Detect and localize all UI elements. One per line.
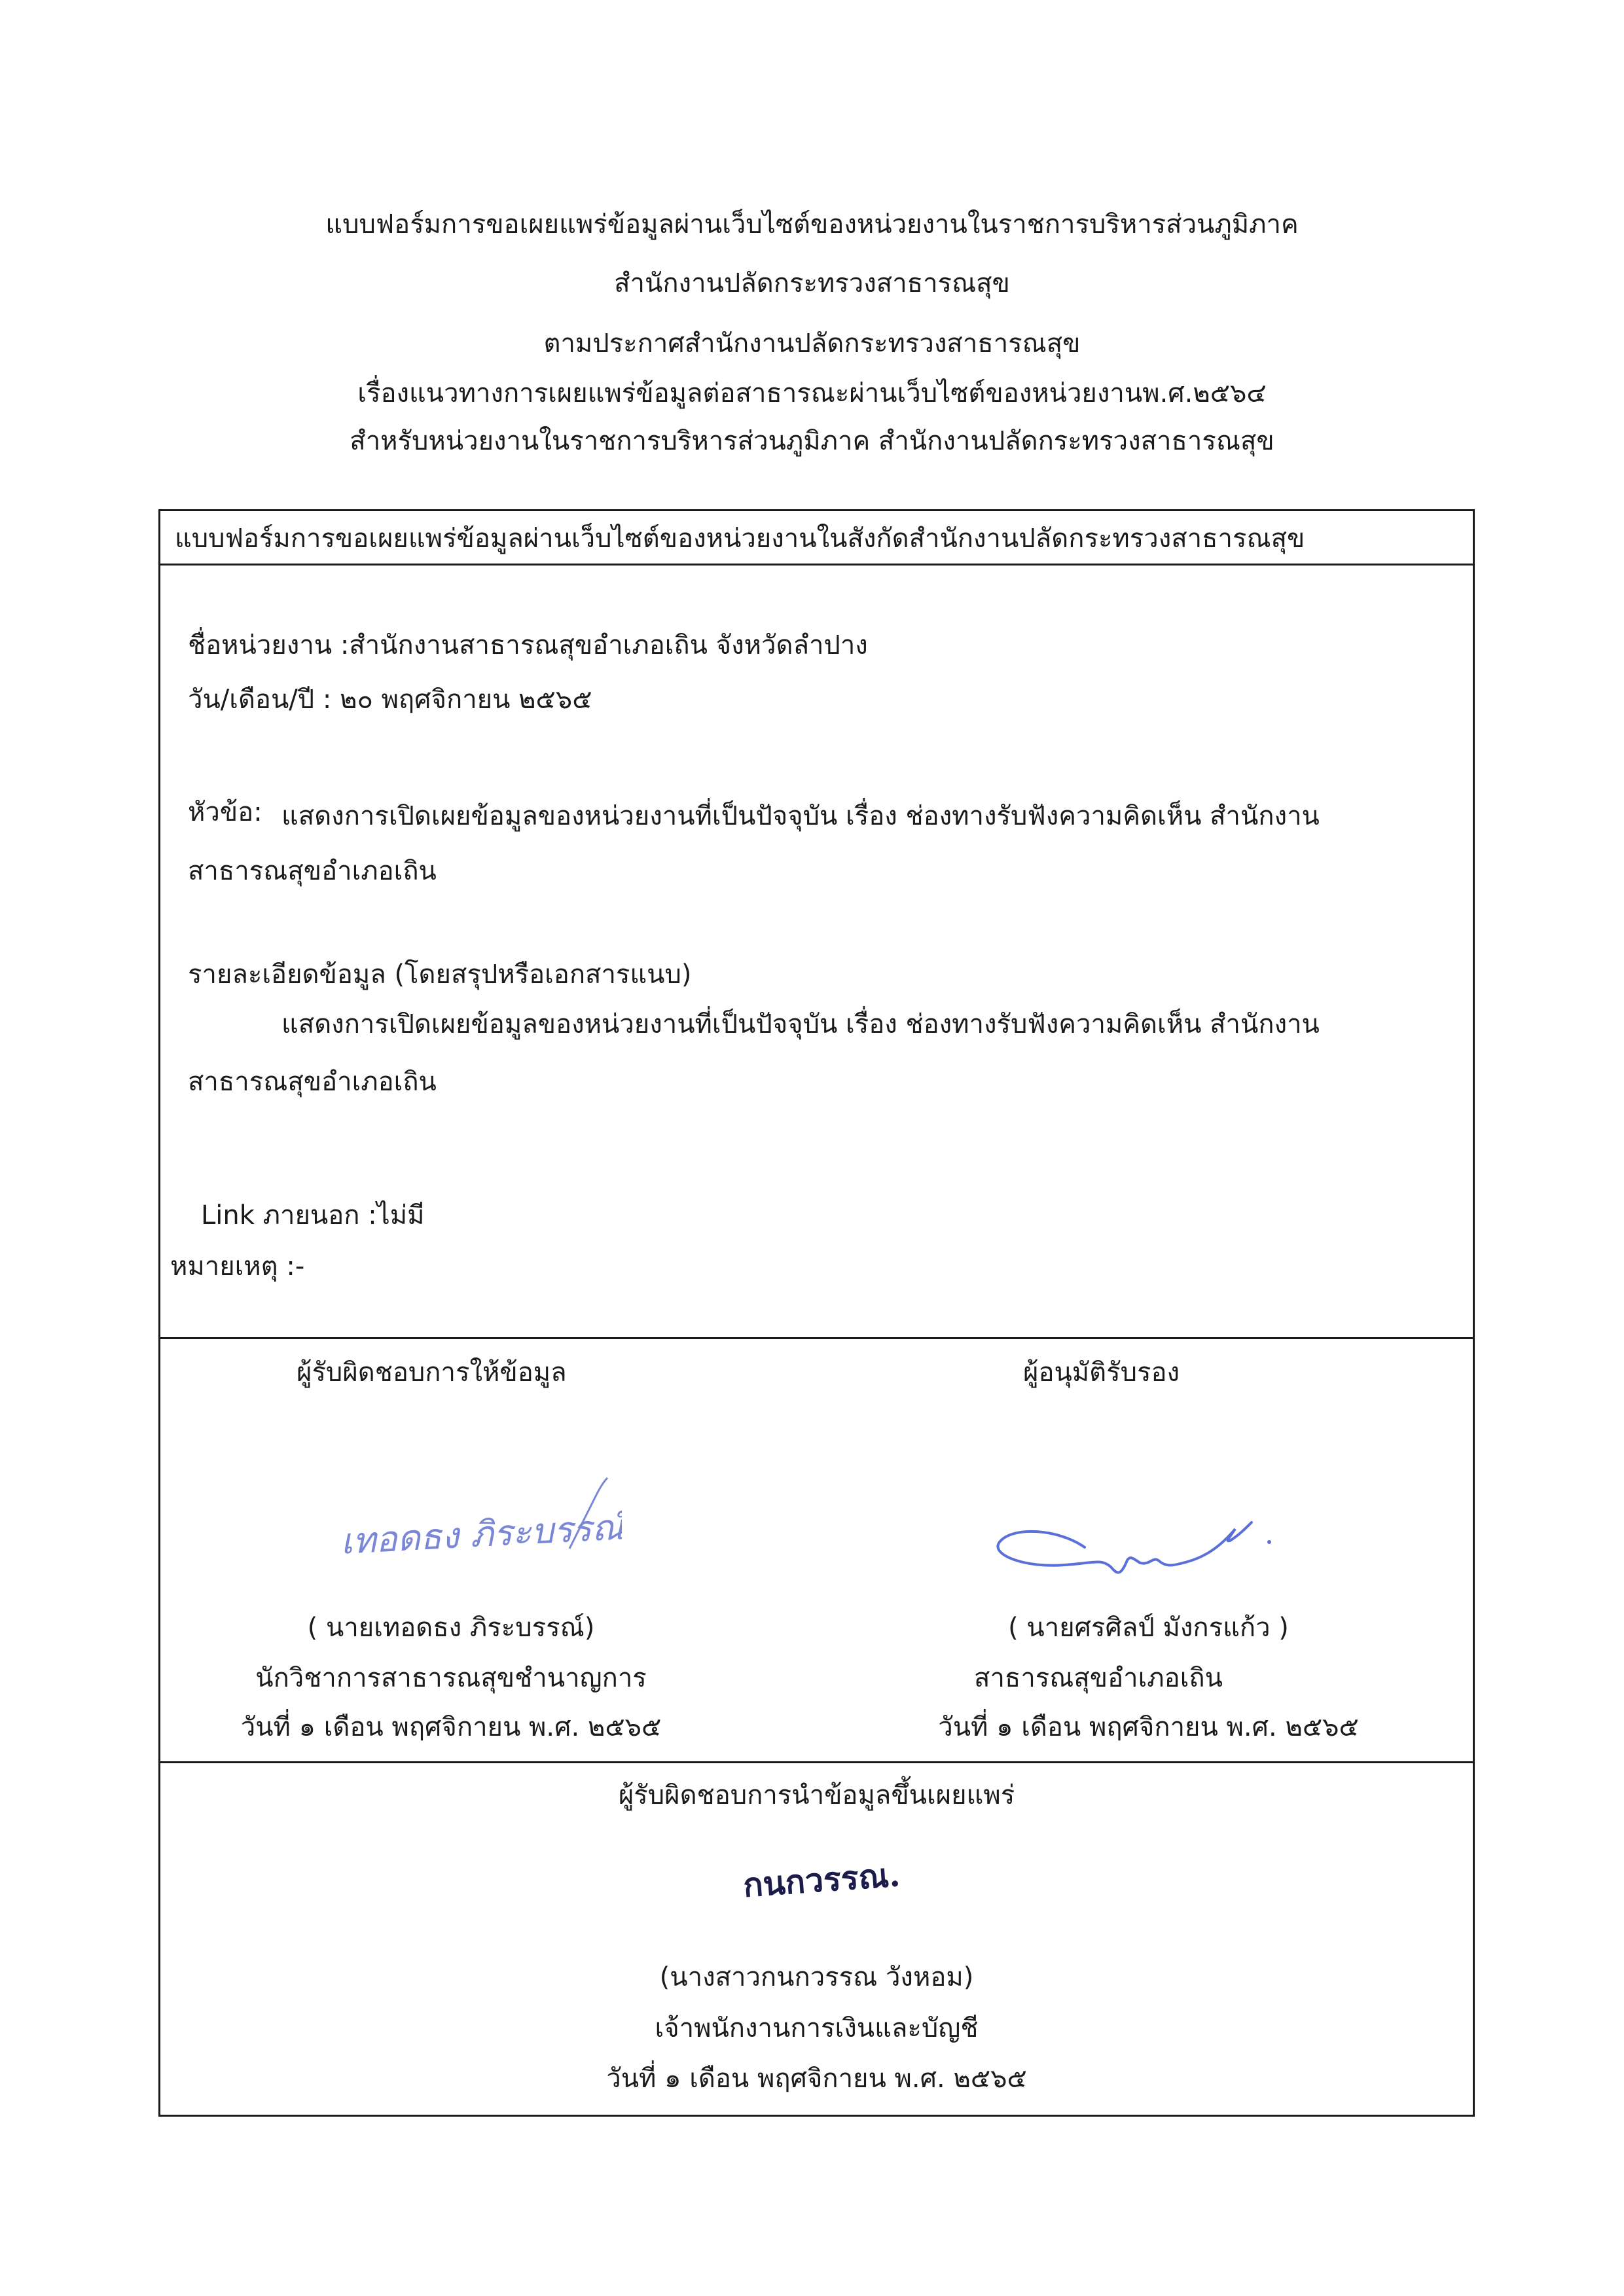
header-line-4: เรื่องแนวทางการเผยแพร่ข้อมูลต่อสาธารณะผ่านเว็บไซต์ของหน่วยงานพ.ศ.๒๕๖๔ bbox=[357, 378, 1267, 408]
details-line-2: สาธารณสุขอำเภอเถิน bbox=[188, 1067, 437, 1097]
form-title: แบบฟอร์มการขอเผยแพร่ข้อมูลผ่านเว็บไซต์ของหน่วยงานในสังกัดสำนักงานปลัดกระทรวงสาธารณสุข bbox=[175, 524, 1305, 554]
divider-signatures bbox=[160, 1337, 1473, 1339]
note-field: หมายเหตุ :- bbox=[170, 1251, 305, 1282]
svg-text:เทอดธง ภิระบรรณ์: เทอดธง ภิระบรรณ์ bbox=[339, 1506, 622, 1562]
date-field: วัน/เดือน/ปี : ๒๐ พฤศจิกายน ๒๕๖๕ bbox=[188, 685, 592, 715]
publisher-signature bbox=[730, 1840, 926, 1912]
approver-signature bbox=[986, 1503, 1301, 1588]
provider-name: ( นายเทอดธง ภิระบรรณ์) bbox=[307, 1613, 595, 1643]
publisher-date: วันที่ ๑ เดือน พฤศจิกายน พ.ศ. ๒๕๖๕ bbox=[606, 2064, 1027, 2094]
provider-position: นักวิชาการสาธารณสุขชำนาญการ bbox=[255, 1663, 647, 1693]
provider-heading: ผู้รับผิดชอบการให้ข้อมูล bbox=[297, 1357, 567, 1388]
provider-signature bbox=[334, 1470, 622, 1565]
svg-text:กนกวรรณ.: กนกวรรณ. bbox=[742, 1855, 902, 1905]
topic-line-2: สาธารณสุขอำเภอเถิน bbox=[188, 856, 437, 886]
details-label: รายละเอียดข้อมูล (โดยสรุปหรือเอกสารแนบ) bbox=[188, 960, 692, 990]
topic-label: หัวข้อ: bbox=[188, 797, 262, 827]
form-table bbox=[158, 509, 1475, 2117]
approver-heading: ผู้อนุมัติรับรอง bbox=[1023, 1357, 1180, 1388]
publisher-name: (นางสาวกนกวรรณ วังหอม) bbox=[659, 1962, 974, 1992]
publisher-position: เจ้าพนักงานการเงินและบัญชี bbox=[655, 2013, 979, 2043]
publisher-heading: ผู้รับผิดชอบการนำข้อมูลขึ้นเผยแพร่ bbox=[618, 1780, 1015, 1810]
header-line-5: สำหรับหน่วยงานในราชการบริหารส่วนภูมิภาค สำนักงานปลัดกระทรวงสาธารณสุข bbox=[350, 426, 1274, 456]
divider-title bbox=[160, 564, 1473, 565]
approver-position: สาธารณสุขอำเภอเถิน bbox=[974, 1663, 1223, 1693]
provider-date: วันที่ ๑ เดือน พฤศจิกายน พ.ศ. ๒๕๖๕ bbox=[240, 1712, 662, 1742]
header-line-2: สำนักงานปลัดกระทรวงสาธารณสุข bbox=[614, 268, 1010, 298]
details-line-1: แสดงการเปิดเผยข้อมูลของหน่วยงานที่เป็นปัจจุบัน เรื่อง ช่องทางรับฟังความคิดเห็น สำนักงาน bbox=[281, 1009, 1320, 1039]
header-line-1: แบบฟอร์มการขอเผยแพร่ข้อมูลผ่านเว็บไซต์ของหน่วยงานในราชการบริหารส่วนภูมิภาค bbox=[325, 209, 1299, 240]
agency-field: ชื่อหน่วยงาน :สำนักงานสาธารณสุขอำเภอเถิน จังหวัดลำปาง bbox=[188, 630, 868, 660]
approver-name: ( นายศรศิลป์ มังกรแก้ว ) bbox=[1008, 1613, 1289, 1643]
approver-date: วันที่ ๑ เดือน พฤศจิกายน พ.ศ. ๒๕๖๕ bbox=[938, 1712, 1359, 1742]
external-link-field: Link ภายนอก :ไม่มี bbox=[201, 1200, 425, 1230]
divider-publisher bbox=[160, 1761, 1473, 1763]
topic-line-1: แสดงการเปิดเผยข้อมูลของหน่วยงานที่เป็นปัจจุบัน เรื่อง ช่องทางรับฟังความคิดเห็น สำนักงาน bbox=[281, 801, 1320, 831]
header-line-3: ตามประกาศสำนักงานปลัดกระทรวงสาธารณสุข bbox=[543, 329, 1081, 359]
